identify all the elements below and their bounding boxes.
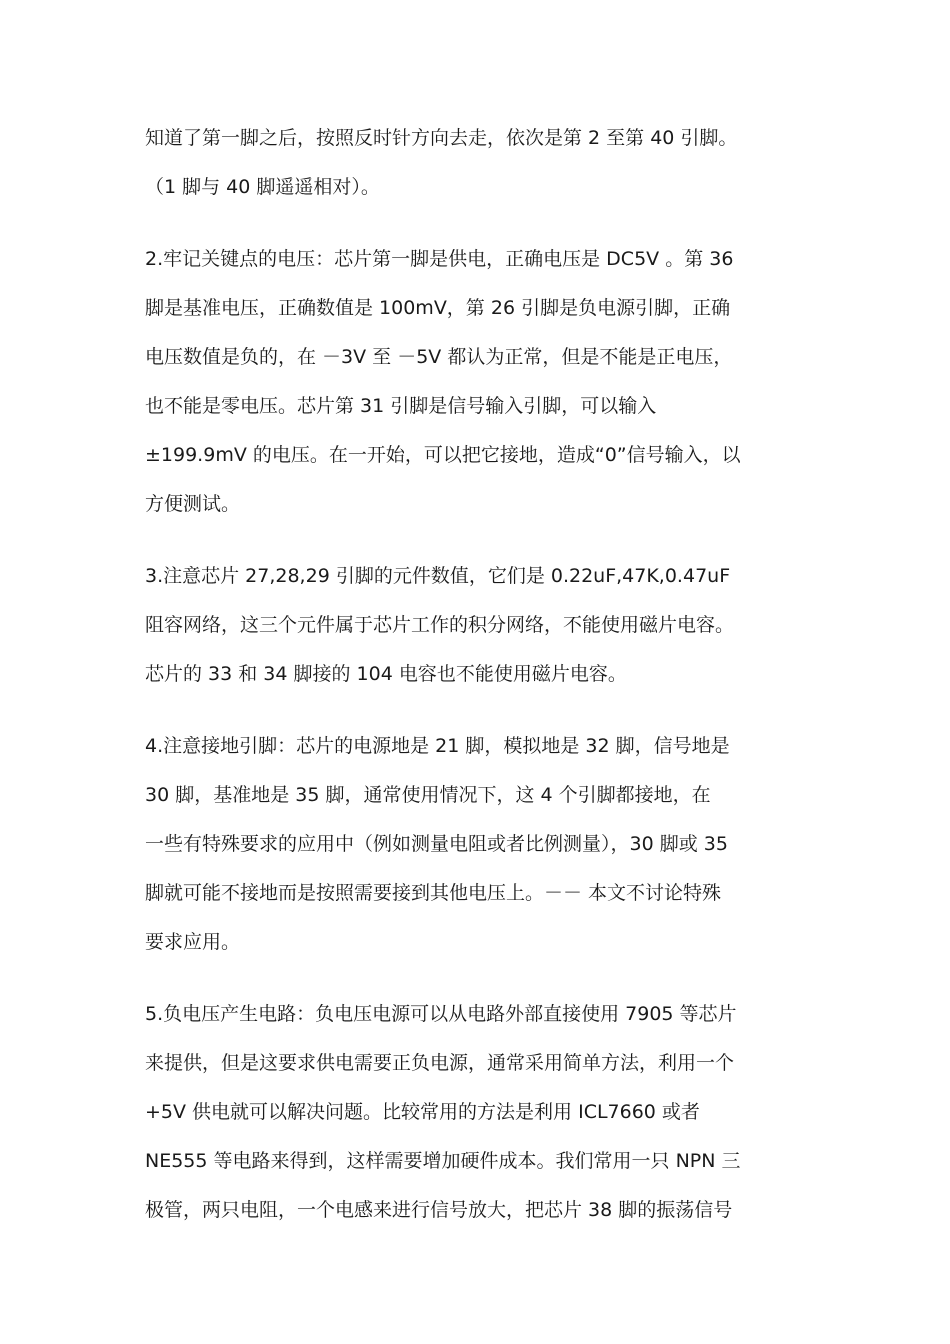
text-line: 4.注意接地引脚：芯片的电源地是 21 脚，模拟地是 32 脚，信号地是 [145, 735, 730, 757]
text-line: 脚就可能不接地而是按照需要接到其他电压上。－－ 本文不讨论特殊 [145, 882, 722, 904]
text-line: 5.负电压产生电路：负电压电源可以从电路外部直接使用 7905 等芯片 [145, 1003, 737, 1025]
paragraph-5 [145, 990, 825, 1235]
text-line: 电压数值是负的，在 －3V 至 －5V 都认为正常，但是不能是正电压， [145, 346, 733, 368]
text-line: 极管，两只电阻，一个电感来进行信号放大，把芯片 38 脚的振荡信号 [145, 1199, 733, 1221]
text-line: 30 脚，基准地是 35 脚，通常使用情况下，这 4 个引脚都接地，在 [145, 784, 711, 806]
text-line: 也不能是零电压。芯片第 31 引脚是信号输入引脚，可以输入 [145, 395, 657, 417]
text-line: 3.注意芯片 27,28,29 引脚的元件数值，它们是 0.22uF,47K,0.47uF [145, 565, 731, 587]
text-line: 2.牢记关键点的电压：芯片第一脚是供电，正确电压是 DC5V 。第 36 [145, 248, 734, 270]
document-body [145, 114, 825, 1235]
text-line: 要求应用。 [145, 931, 241, 953]
text-line: +5V 供电就可以解决问题。比较常用的方法是利用 ICL7660 或者 [145, 1101, 700, 1123]
text-line: 芯片的 33 和 34 脚接的 104 电容也不能使用磁片电容。 [145, 663, 627, 685]
text-line: ±199.9mV 的电压。在一开始，可以把它接地，造成“0”信号输入，以 [145, 444, 741, 466]
text-line: 知道了第一脚之后，按照反时针方向去走，依次是第 2 至第 40 引脚。 [145, 127, 738, 149]
text-line: （1 脚与 40 脚遥遥相对）。 [145, 176, 380, 198]
paragraph-1 [145, 114, 825, 212]
text-line: 方便测试。 [145, 493, 241, 515]
text-line: NE555 等电路来得到，这样需要增加硬件成本。我们常用一只 NPN 三 [145, 1150, 741, 1172]
text-line: 脚是基准电压，正确数值是 100mV，第 26 引脚是负电源引脚，正确 [145, 297, 731, 319]
text-line: 阻容网络，这三个元件属于芯片工作的积分网络，不能使用磁片电容。 [145, 614, 735, 636]
paragraph-4 [145, 722, 825, 967]
text-line: 来提供，但是这要求供电需要正负电源，通常采用简单方法，利用一个 [145, 1052, 735, 1074]
text-line: 一些有特殊要求的应用中（例如测量电阻或者比例测量），30 脚或 35 [145, 833, 728, 855]
paragraph-2 [145, 235, 825, 529]
paragraph-3 [145, 552, 825, 699]
